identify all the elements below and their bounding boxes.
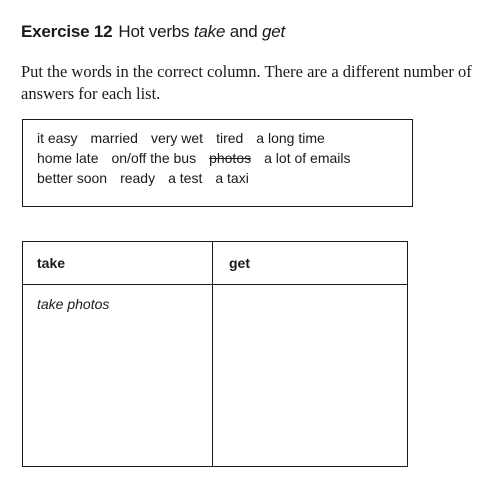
exercise-number: Exercise 12 [21,22,113,41]
instructions: Put the words in the correct column. There are a different number of answers for each list. [21,62,472,103]
word-item: on/off the bus [111,150,197,166]
answer-table [22,241,408,467]
word-item: it easy [37,130,78,146]
word-item: a test [168,170,203,186]
word-item: a lot of emails [264,150,351,166]
word-item: ready [120,170,156,186]
title-verb-take: take [193,22,226,41]
word-row-1 [37,128,412,148]
word-item: home late [37,150,99,166]
exercise-title [21,22,285,42]
title-verb-get: get [262,22,286,41]
title-prefix: Hot verbs [118,22,194,41]
word-item: very wet [150,130,204,146]
word-item: better soon [37,170,108,186]
word-box [22,119,413,207]
get-column [213,242,407,466]
word-row-2 [37,148,412,168]
take-column-header: take [23,242,212,285]
take-entry: take photos [37,296,110,312]
title-and: and [225,22,263,41]
take-column [23,242,213,466]
word-row-3 [37,168,412,188]
word-item: a long time [256,130,325,146]
word-item: a taxi [215,170,249,186]
get-column-header: get [213,242,407,285]
word-item-crossed-out: photos [209,150,252,166]
word-item: married [90,130,138,146]
word-item: tired [216,130,244,146]
